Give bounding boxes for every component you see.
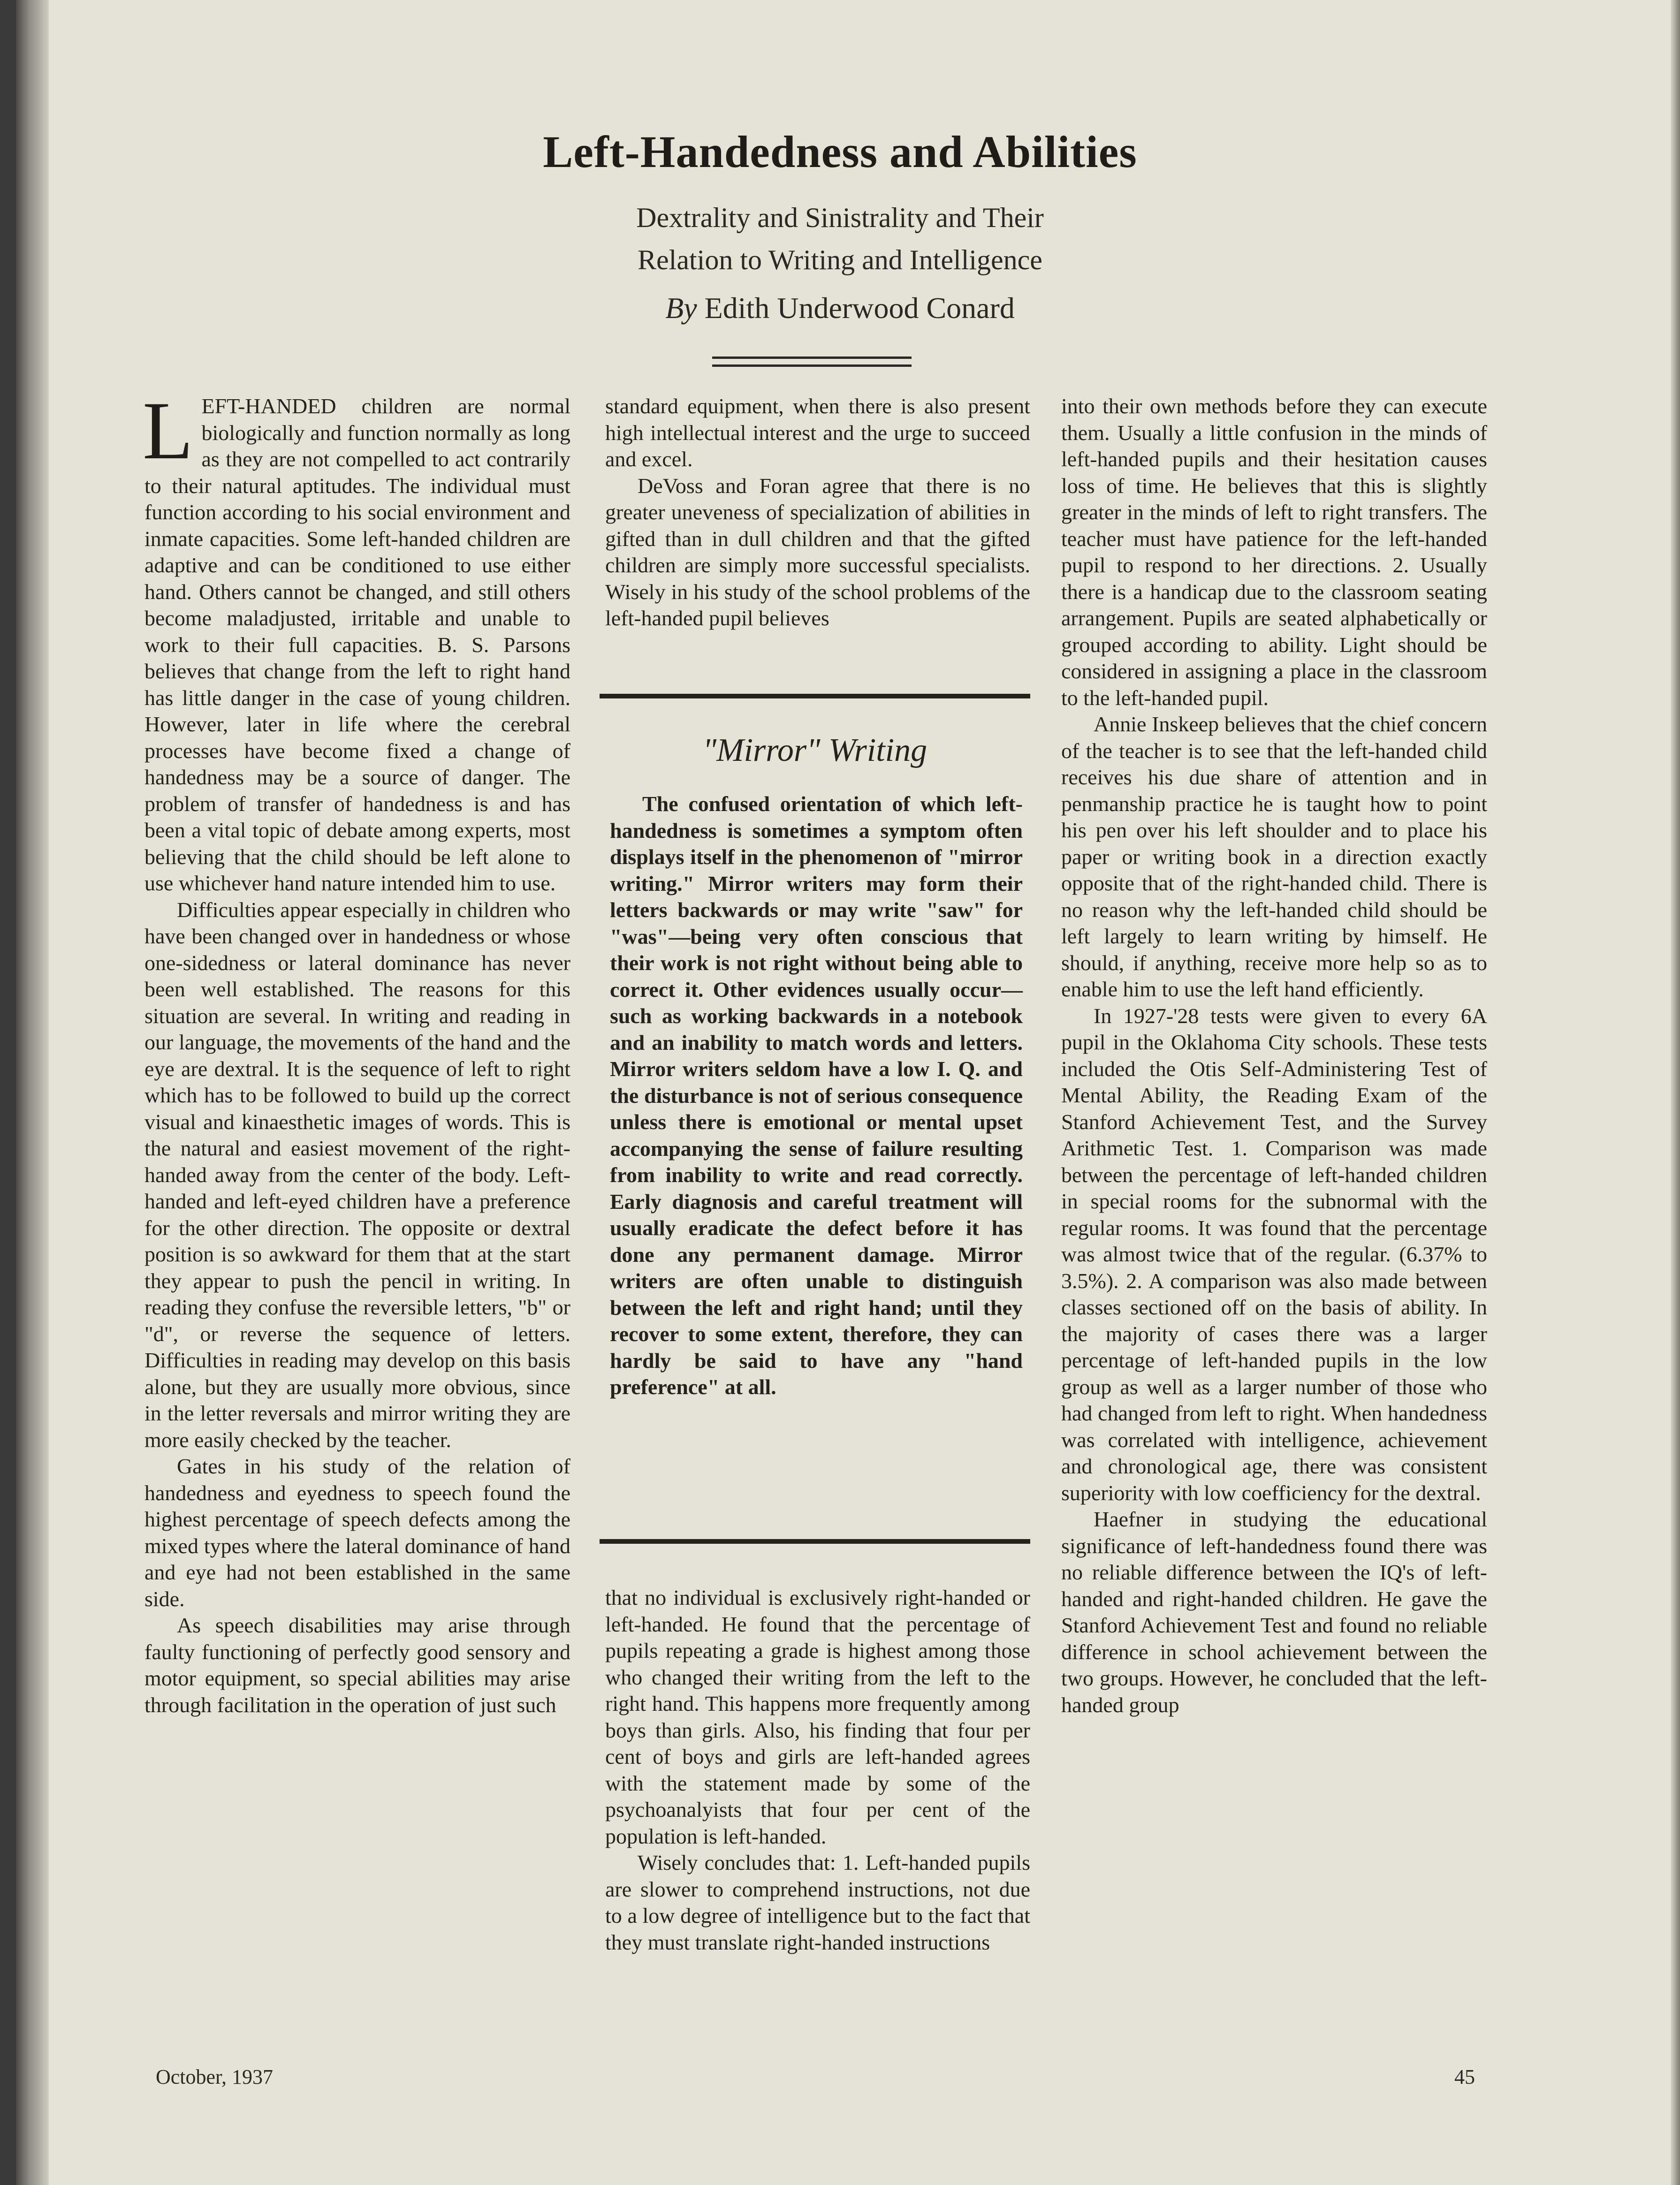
sidebar-title: "Mirror" Writing [702,732,927,768]
drop-cap: L [143,385,193,477]
paragraph-4: As speech disabilities may arise through faulty functioning of perfectly good sensory and motor equipment, so special abilities may arise through facilitation in the operation of just such [144,1613,570,1717]
column-3 [1061,393,1487,1718]
title-divider [712,357,912,367]
author-name: Edith Underwood Conard [704,291,1015,325]
byline [0,291,1680,326]
sidebar-bottom-rule [600,1539,1030,1544]
byline-prefix: By [665,291,697,325]
column-2-bottom [605,1585,1030,1956]
paragraph-inskeep: Annie Inskeep believes that the chief concern of the teacher is to see that the left-handed child receives his due share of attention and in penmanship practice he is taught how to point his pen over his left shoulder and to place his paper or writing book in a direction exactly opposite that of the right-handed child. There is no reason why the left-handed child should be left largely to learn writing by himself. He should, if anything, receive more help so as to enable him to use the left hand efficiently. [1061,712,1487,1001]
footer-page-number: 45 [1454,2065,1475,2088]
paragraph-continued: standard equipment, when there is also present high intellectual interest and the urge to succeed and excel. [605,394,1030,471]
paragraph-haefner: Haefner in studying the educational significance of left-handedness found there was no reliable difference between the IQ's of left-handed and right-handed children. He gave the Stanford Achievement Test and found no reliable difference in school achievement between the two groups. However, he concluded that the left-handed group [1061,1507,1487,1717]
paragraph-1 [143,385,570,897]
paragraph-1-text: EFT-HANDED children are normal biologically and function normally as long as they are not compelled to act contrarily to their natural aptitudes. The individual must function according to his social environment and inmate capacities. Some left-handed children are adaptive and can be conditioned to use either hand. Others cannot be changed, and still others become maladjusted, irritable and unable to work to their full capacities. B. S. Parsons believes that change from the left to right hand has little danger in the case of young children. However, later in life where the cerebral processes have become fixed a change of handedness may be a source of danger. The problem of transfer of handedness is and has been a vital topic of debate among experts, most believing that the child should be left alone to use whichever hand nature intended him to use. [144,394,570,895]
footer-date: October, 1937 [156,2065,273,2088]
column-2-top [605,393,1030,632]
paragraph-continued-col3: into their own methods before they can execute them. Usually a little confusion in the minds of left-handed pupils and their hesitation causes loss of time. He believes that this is slightly greater in the minds of left to right transfers. The teacher must have patience for the left-handed pupil to respond to her directions. 2. Usually there is a handicap due to the classroom seating arrangement. Pupils are seated alphabetically or grouped according to ability. Light should be considered in assigning a place in the classroom to the left-handed pupil. [1061,394,1487,710]
article-subtitle-line1: Dextrality and Sinistrality and Their [636,202,1044,233]
paragraph-wisely-findings: that no individual is exclusively right-handed or left-handed. He found that the percentage of pupils repeating a grade is highest among those who changed their writing from the left to the right hand. This happens more frequently among boys than girls. Also, his finding that four per cent of boys and girls are left-handed agrees with the statement made by some of the psychoanalyists that four per cent of the population is left-handed. [605,1586,1030,1848]
sidebar-body: The confused orientation of which left-handedness is sometimes a symptom often displays itself in the phenomenon of "mirror writing." Mirror writers may form their letters backwards or may write "saw" for "was"—being very often conscious that their work is not right without being able to correct it. Other evidences usually occur—such as working backwards in a notebook and an inability to match words and letters. Mirror writers seldom have a low I. Q. and the disturbance is not of serious consequence unless there is emotional or mental upset accompanying the sense of failure resulting from inability to write and read correctly. Early diagnosis and careful treatment will usually eradicate the defect before it has done any permanent damage. Mirror writers are often unable to distinguish between the left and right hand; until they recover to some extent, therefore, they can hardly be said to have any "hand preference" at all. [610,792,1023,1399]
paragraph-2: Difficulties appear especially in children who have been changed over in handedness or whose one-sidedness or lateral dominance has never been well established. The reasons for this situation are several. In writing and reading in our language, the movements of the hand and the eye are dextral. It is the sequence of left to right which has to be followed to build up the correct visual and kinaesthetic images of words. This is the natural and easiest movement of the right-handed away from the center of the body. Left-handed and left-eyed children have a preference for the other direction. The opposite or dextral position is so awkward for them that at the start they appear to push the pencil in writing. In reading they confuse the reversible letters, "b" or "d", or reverse the sequence of letters. Difficulties in reading may develop on this basis alone, but they are usually more obvious, since in the letter reversals and mirror writing they are more easily checked by the teacher. [144,897,570,1452]
page-edge-shadow [1671,0,1680,2185]
article-subtitle-line2: Relation to Writing and Intelligence [638,244,1042,275]
paragraph-devoss: DeVoss and Foran agree that there is no greater uneveness of specialization of abilities in gifted than in dull children and that the gifted children are simply more successful specialists. Wisely in his study of the school problems of the left-handed pupil believes [605,473,1030,630]
page-gutter-shadow [16,0,49,2185]
article-title: Left-Handedness and Abilities [543,127,1137,177]
sidebar-top-rule [600,694,1030,698]
paragraph-wisely-conclusions: Wisely concludes that: 1. Left-handed pupils are slower to comprehend instructions, not due to a low degree of intelligence but to the fact that they must translate right-handed instructions [605,1851,1030,1954]
paragraph-oklahoma-tests: In 1927-'28 tests were given to every 6A pupil in the Oklahoma City schools. These tests included the Otis Self-Administering Test of Mental Ability, the Reading Exam of the Stanford Achievement Test, and the Survey Arithmetic Test. 1. Comparison was made between the percentage of left-handed children in special rooms for the subnormal with the regular rooms. It was found that the percentage was almost twice that of the regular. (6.37% to 3.5%). 2. A comparison was also made between classes sectioned off on the basis of ability. In the majority of cases there was a larger percentage of left-handed pupils in the low group as well as a larger number of those who had changed from left to right. When handedness was correlated with intelligence, achievement and chronological age, there was consistent superiority with low coefficiency for the dextral. [1061,1003,1487,1505]
column-1 [143,385,570,1718]
paragraph-3: Gates in his study of the relation of handedness and eyedness to speech found the highest percentage of speech defects among the mixed types where the lateral dominance of hand and eye had not been established in the same side. [144,1454,570,1611]
